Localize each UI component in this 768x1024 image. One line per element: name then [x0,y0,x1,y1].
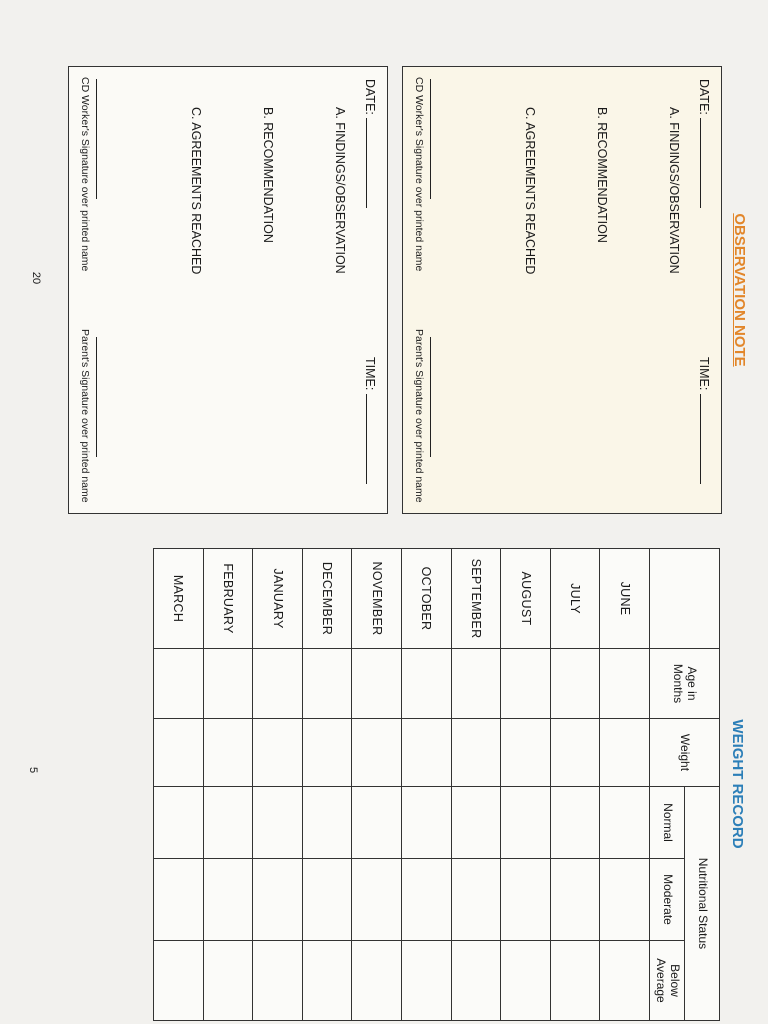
observation-note-section [66,66,748,514]
normal-cell[interactable] [451,787,501,859]
normal-cell[interactable] [154,787,204,859]
parent-signature-line[interactable] [430,337,431,457]
month-cell: JANUARY [253,549,303,649]
normal-cell[interactable] [550,787,600,859]
parent-signature-line[interactable] [96,337,97,457]
weight-record-section [60,548,746,1020]
page-number-left: 20 [30,271,43,285]
table-row [302,549,352,1021]
weight-header: Weight [650,719,720,787]
cd-signature-label: CD Worker's Signature over printed name [79,77,91,272]
normal-cell[interactable] [501,787,551,859]
time-blank[interactable] [700,394,711,484]
recommendation-label: B. RECOMMENDATION [595,107,609,243]
table-row [451,549,501,1021]
time-label: TIME: [363,357,377,391]
age-cell[interactable] [154,649,204,719]
below-average-cell[interactable] [550,941,600,1021]
table-row [352,549,402,1021]
weight-cell[interactable] [501,719,551,787]
below-average-cell[interactable] [154,941,204,1021]
moderate-cell[interactable] [154,859,204,941]
month-cell: DECEMBER [302,549,352,649]
age-cell[interactable] [402,649,452,719]
weight-cell[interactable] [451,719,501,787]
age-header: Age in Months [650,649,720,719]
normal-cell[interactable] [600,787,650,859]
table-row [154,549,204,1021]
below-average-header: Below Average [650,941,685,1021]
cd-signature-line[interactable] [430,79,431,199]
below-average-cell[interactable] [302,941,352,1021]
age-cell[interactable] [253,649,303,719]
agreements-label: C. AGREEMENTS REACHED [523,107,537,275]
date-blank[interactable] [700,118,711,208]
table-row [600,549,650,1021]
time-blank[interactable] [366,394,377,484]
month-cell: MARCH [154,549,204,649]
agreements-label: C. AGREEMENTS REACHED [189,107,203,275]
observation-form-2 [68,66,388,514]
date-blank[interactable] [366,118,377,208]
moderate-cell[interactable] [352,859,402,941]
month-cell: AUGUST [501,549,551,649]
time-label: TIME: [697,357,711,391]
age-cell[interactable] [501,649,551,719]
observation-form-1 [402,66,722,514]
date-label: DATE: [697,79,711,115]
below-average-cell[interactable] [402,941,452,1021]
month-cell: JUNE [600,549,650,649]
moderate-cell[interactable] [253,859,303,941]
weight-cell[interactable] [600,719,650,787]
normal-cell[interactable] [253,787,303,859]
age-cell[interactable] [600,649,650,719]
moderate-cell[interactable] [451,859,501,941]
weight-cell[interactable] [302,719,352,787]
weight-cell[interactable] [402,719,452,787]
date-field [697,79,711,208]
below-average-cell[interactable] [451,941,501,1021]
observation-title: OBSERVATION NOTE [731,213,748,367]
table-row [203,549,253,1021]
age-cell[interactable] [203,649,253,719]
below-average-cell[interactable] [253,941,303,1021]
parent-signature-label: Parent's Signature over printed name [413,329,425,503]
month-cell: OCTOBER [402,549,452,649]
age-cell[interactable] [352,649,402,719]
table-row [253,549,303,1021]
moderate-cell[interactable] [600,859,650,941]
month-cell: NOVEMBER [352,549,402,649]
weight-record-body [154,549,650,1021]
page-number-right: 5 [27,766,40,774]
weight-cell[interactable] [203,719,253,787]
findings-label: A. FINDINGS/OBSERVATION [333,107,347,274]
weight-cell[interactable] [550,719,600,787]
header-row [685,549,720,1021]
table-row [402,549,452,1021]
normal-cell[interactable] [352,787,402,859]
below-average-cell[interactable] [203,941,253,1021]
date-label: DATE: [363,79,377,115]
normal-cell[interactable] [302,787,352,859]
month-cell: SEPTEMBER [451,549,501,649]
normal-cell[interactable] [402,787,452,859]
recommendation-label: B. RECOMMENDATION [261,107,275,243]
age-cell[interactable] [302,649,352,719]
table-row [501,549,551,1021]
below-average-cell[interactable] [352,941,402,1021]
age-cell[interactable] [550,649,600,719]
time-field [697,357,711,484]
month-header [650,549,720,649]
normal-cell[interactable] [203,787,253,859]
nutritional-status-header: Nutritional Status [685,787,720,1021]
month-cell: FEBRUARY [203,549,253,649]
normal-header: Normal [650,787,685,859]
cd-signature-line[interactable] [96,79,97,199]
moderate-cell[interactable] [203,859,253,941]
moderate-header: Moderate [650,859,685,941]
moderate-cell[interactable] [501,859,551,941]
moderate-cell[interactable] [550,859,600,941]
date-field [363,79,377,208]
weight-cell[interactable] [154,719,204,787]
time-field [363,357,377,484]
table-row [550,549,600,1021]
month-cell: JULY [550,549,600,649]
findings-label: A. FINDINGS/OBSERVATION [667,107,681,274]
weight-cell[interactable] [253,719,303,787]
age-cell[interactable] [451,649,501,719]
cd-signature-label: CD Worker's Signature over printed name [413,77,425,272]
below-average-cell[interactable] [501,941,551,1021]
parent-signature-label: Parent's Signature over printed name [79,329,91,503]
moderate-cell[interactable] [402,859,452,941]
weight-cell[interactable] [352,719,402,787]
moderate-cell[interactable] [302,859,352,941]
weight-record-table [153,548,720,1021]
below-average-cell[interactable] [600,941,650,1021]
weight-record-title: WEIGHT RECORD [729,719,746,849]
